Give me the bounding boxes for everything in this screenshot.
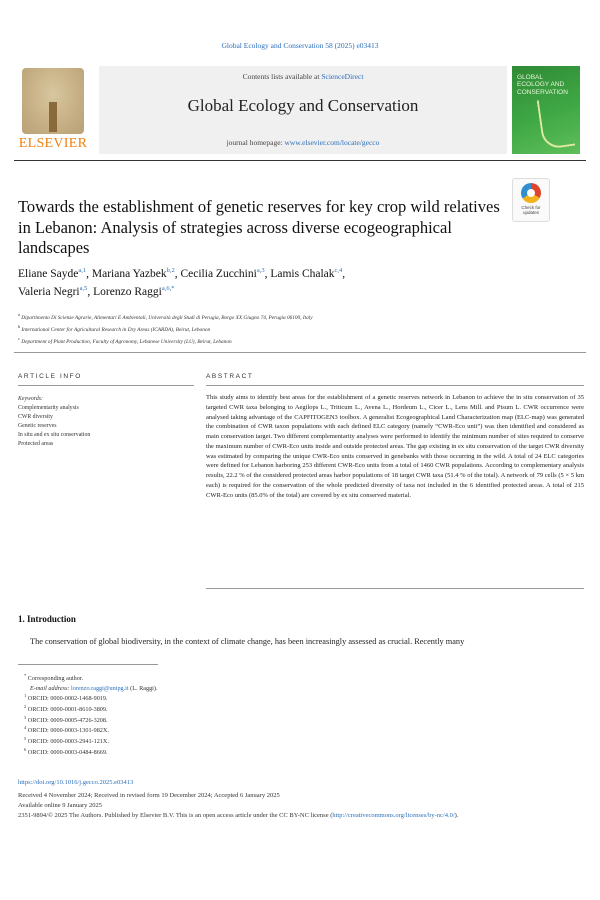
elsevier-tree-icon [22,68,84,134]
article-info-heading: ARTICLE INFO [18,373,82,380]
cover-title: GLOBAL ECOLOGY AND CONSERVATION [517,74,568,96]
license-text: 2351-9894/© 2025 The Authors. Published by Elsevier B.V. This is an open access article under the CC BY-NC license (http://creativecommons.org/licenses/by-nc/4.0/). [18,812,459,820]
elsevier-logo [14,66,92,154]
footnotes [24,673,424,757]
author[interactable]: Eliane Sayde$^{a,1}$ [18,267,87,280]
footnote: E-mail address: lorenzo.raggi@unipg.it (L. Raggi). [30,684,158,692]
divider [14,352,586,353]
footnote: $^4$ ORCID: 0000-0003-1301-982X. [24,725,109,735]
keywords [18,395,194,449]
affiliation: $^a$ Dipartimento Di Scienze Agrarie, Alimentari E Ambientali, Università degli Studi di Perugia, Borgo XX Giugno 74, Perugia 06100, Italy [18,312,313,321]
check-for-updates-button[interactable] [512,178,550,222]
homepage-prefix: journal homepage: [226,138,285,147]
author[interactable]: Cecilia Zucchini$^{a,3}$ [180,267,265,280]
journal-masthead [14,66,586,156]
license-link[interactable]: http://creativecommons.org/licenses/by-nc/4.0/ [332,812,455,820]
cover-figure-icon [537,96,576,150]
running-head: Global Ecology and Conservation 58 (2025) e03413 [221,41,379,50]
section-heading: 1. Introduction [18,614,76,624]
author[interactable]: Valeria Negri$^{a,5}$ [18,285,88,299]
keyword: CWR diversity [18,413,53,420]
publication-info [18,791,584,821]
abstract-text: This study aims to identify best areas for the establishment of a genetic reserves network in Lebanon to achieve the in situ conservation of 35 targeted CWR taxa belonging to Aegilops L., Triticum L., Avena L., Hordeum L., Cicer L., Lens Mill. and Pisum L. CWR occurrence were analysed taking advantage of the CAPFITOGEN3 toolbox. A generalist Ecogeographical Land Characterization map (ELC-map) was generated the combination of CWR taxon populations with each defined ELC category (namely “CWR-Eco unit”) was then identified and considered as main conservation target. Two different complementarity analyses were performed to identify the minimum number of sites required to conserve the maximum number of CWR-Eco units inside and outside protected areas. The gap existing in ex situ conservation of the target CWR diversity was estimated by comparing the unique CWR-Eco units conserved in genebanks with those occurring in the wild. A total of 24 ELC categories were defined for Lebanon harboring 253 different CWR-Eco units from a total of 1460 CWR populations. According to complementary analysis results, 22.2 % of the considered protected areas harbor populations of 18 target CWR taxa (51.4 % of the total). A network of 79 cells (5 × 5 km each) is required for the conservation of the whole predicted diversity of taxa not included in the 6 identified protected areas. A total of 215 CWR-Eco units (85.0% of the total) are covered by ex situ conserved material. [206,394,584,499]
divider [206,385,584,386]
crossmark-icon [521,183,541,203]
email-link[interactable]: lorenzo.raggi@unipg.it [71,684,129,692]
contents-line [99,72,507,81]
available-online: Available online 9 January 2025 [18,802,102,810]
footnote: * Corresponding author. [24,673,84,683]
contents-prefix: Contents lists available at [242,72,322,81]
divider [18,385,194,386]
homepage-line [99,138,507,147]
footnote: $^2$ ORCID: 0000-0001-8610-3809. [24,703,108,714]
keywords-label: Keywords: [18,396,43,402]
journal-homepage-link[interactable]: www.elsevier.com/locate/gecco [284,138,380,147]
author[interactable]: Mariana Yazbek$^{b,2}$ [91,267,175,280]
footnote: $^6$ ORCID: 0000-0003-0484-8669. [24,746,108,756]
body-text: The conservation of global biodiversity, in the context of climate change, has been increasingly assessed as crucial. Recently many [30,637,465,646]
affiliation: $^b$ International Center for Agricultural Research in Dry Areas (ICARDA), Beirut, Lebanon [18,323,211,333]
doi-link[interactable]: https://doi.org/10.1016/j.gecco.2025.e03413 [18,779,134,786]
footnote: $^1$ ORCID: 0000-0002-1468-9019. [24,693,108,703]
keyword: In situ and ex situ conservation [18,431,91,438]
affiliations [18,311,578,346]
divider [14,160,586,161]
divider [206,588,584,589]
journal-cover-image [512,66,580,154]
crossmark-label: Check for updates [521,205,541,215]
keyword: Genetic reserves [18,422,57,429]
author-list: Eliane Sayde$^{a,1}$, Mariana Yazbek$^{b,2}$, Cecilia Zucchini$^{a,3}$, Lamis Chalak$^{c,4}$, Valeria Negri$^{a,5}$, Lorenzo Raggi$^{a,6,*}$ [18,267,346,299]
masthead-banner [99,66,507,154]
keyword: Protected areas [18,440,54,447]
affiliation: $^c$ Department of Plant Production, Faculty of Agronomy, Lebanese University (LU), Beirut, Lebanon [18,335,232,345]
publisher-logo-text: ELSEVIER [18,136,88,151]
keyword: Complementarity analysis [18,404,79,411]
journal-title: Global Ecology and Conservation [187,96,419,115]
footnote-divider [18,664,158,665]
received-dates: Received 4 November 2024; Received in revised form 19 December 2024; Accepted 6 January 2025 [18,792,280,799]
author[interactable]: Lorenzo Raggi$^{a,6,*}$ [93,285,175,299]
footnote: $^3$ ORCID: 0009-0005-4726-3208. [24,714,108,724]
article-title: Towards the establishment of genetic reserves for key crop wild relatives in Lebanon: Analysis of strategies across diverse ecogeographical landscapes [18,197,500,258]
author[interactable]: Lamis Chalak$^{c,4}$ [270,267,343,280]
sciencedirect-link[interactable]: ScienceDirect [321,72,364,81]
footnote: $^5$ ORCID: 0000-0003-2941-121X. [24,735,109,746]
abstract-heading: ABSTRACT [206,373,254,380]
